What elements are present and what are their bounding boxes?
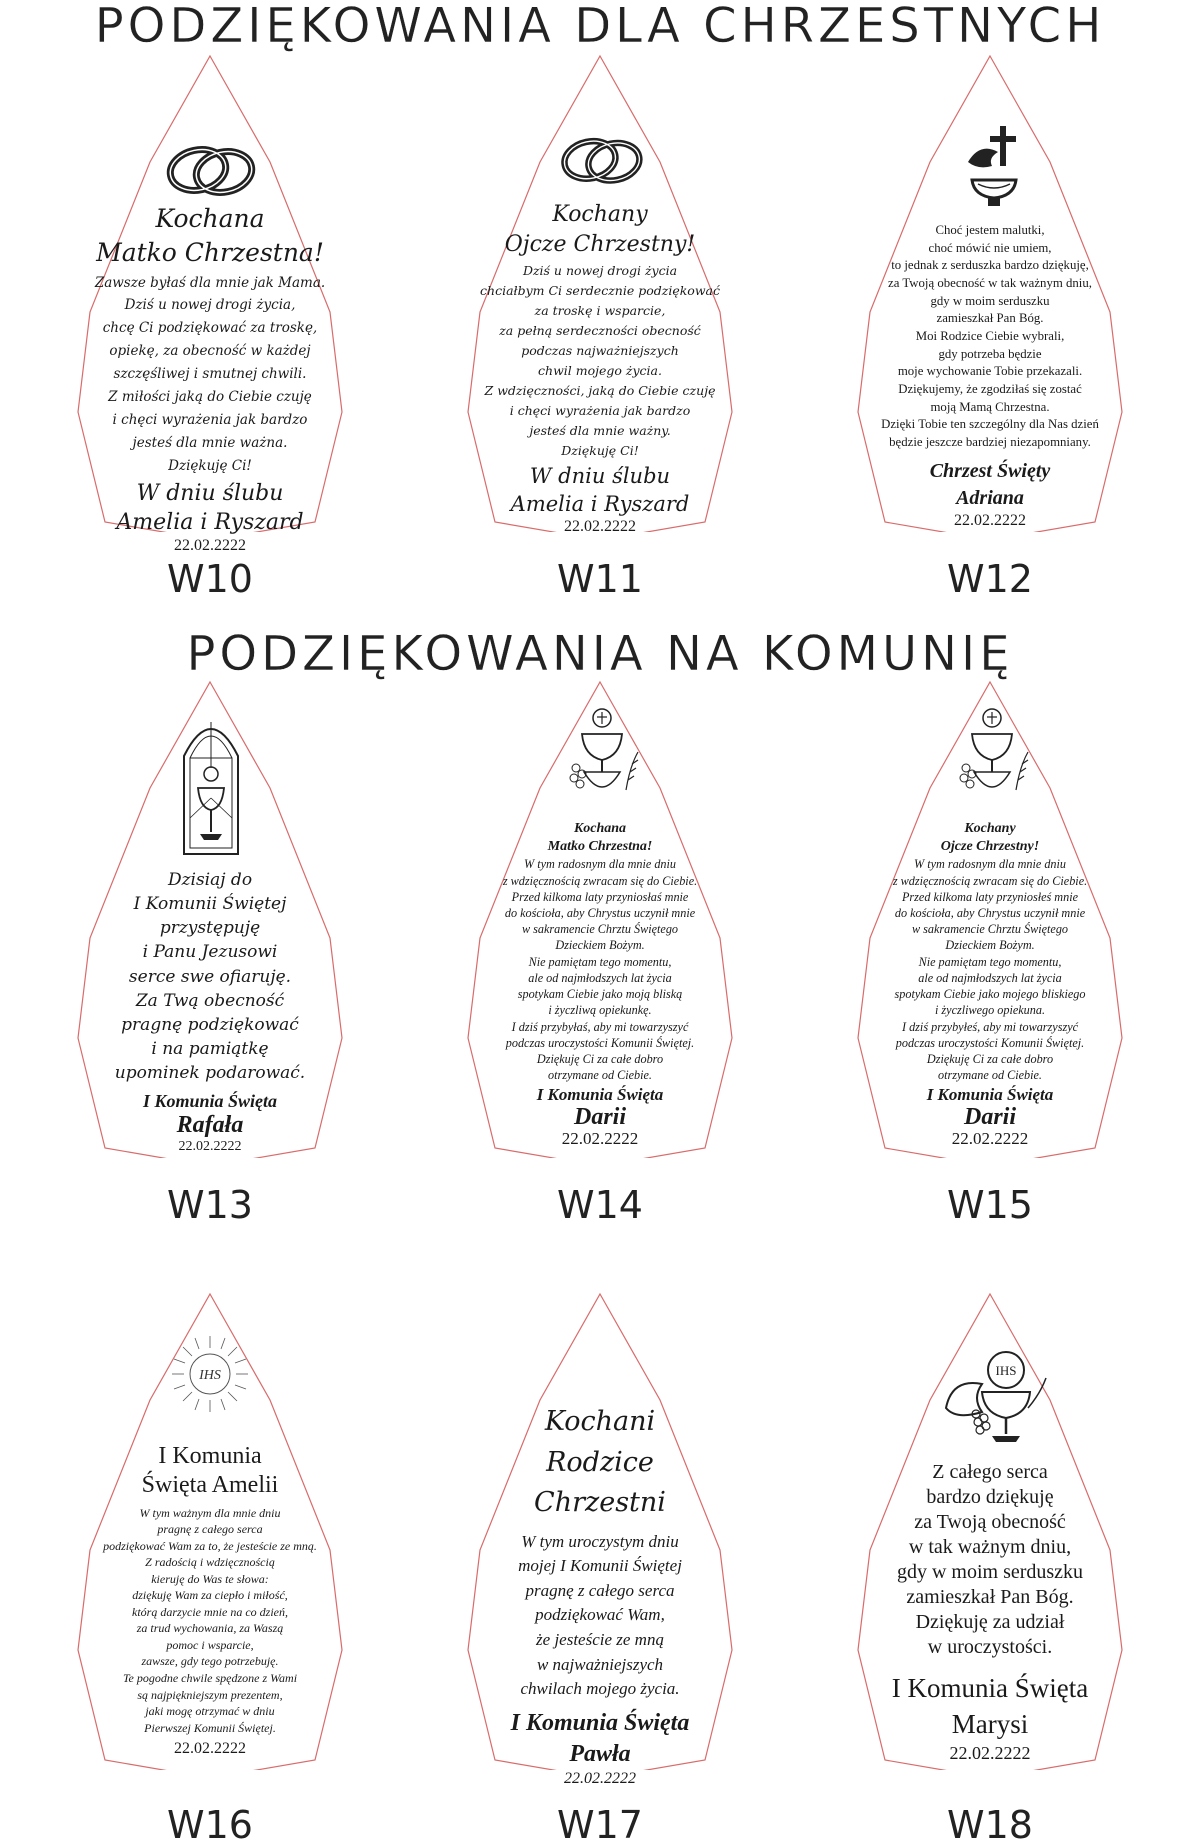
body-line: bardzo dziękuję [926, 1486, 1054, 1508]
body-line: Nie pamiętam tego momentu, [918, 954, 1062, 969]
greeting-line: Rodzice [546, 1446, 654, 1478]
body-line: zawsze, gdy tego potrzebuję. [141, 1654, 279, 1669]
body-line: są najpiękniejszym prezentem, [137, 1687, 283, 1702]
product-code-label: W13 [167, 1183, 253, 1227]
greeting-line: Matko Chrzestna! [547, 839, 653, 855]
greeting-line: Chrzestni [534, 1487, 666, 1518]
dove-cross-font-icon [958, 122, 1030, 212]
body-line: w uroczystości. [927, 1636, 1053, 1658]
body-line: szczęśliwej i smutnej chwili. [113, 366, 307, 383]
body-line: gdy w moim serduszku [896, 1561, 1084, 1583]
body-line: Dziś u nowej drogi życia [522, 263, 678, 279]
section-heading-godparents: PODZIĘKOWANIA DLA CHRZESTNYCH [94, 0, 1106, 54]
body-line: moją Mamą Chrzestna. [930, 399, 1050, 414]
body-line: otrzymane od Ciebie. [548, 1068, 652, 1083]
date: 22.02.2222 [954, 511, 1026, 529]
body-line: i życzliwą opiekunkę. [548, 1003, 652, 1018]
card-w17 [420, 1290, 780, 1788]
body-line: Przed kilkoma laty przyniosłaś mnie [511, 889, 689, 904]
body-line: za Twoją obecność [914, 1511, 1066, 1533]
body-line: Dzięki Tobie ten szczególny dla Nas dzień [881, 417, 1099, 432]
names: Amelia i Ryszard [116, 509, 304, 535]
body-line: za trud wychowania, za Waszą [136, 1621, 284, 1636]
body-line: i chęci wyrażenia jak bardzo [509, 403, 691, 419]
body-line: za pełną serdeczności obecność [499, 323, 701, 339]
body-line: i chęci wyrażenia jak bardzo [112, 412, 308, 429]
occasion: I Komunia Święta [536, 1085, 664, 1105]
body-line: gdy potrzeba będzie [938, 346, 1042, 361]
body-line: Nie pamiętam tego momentu, [528, 954, 672, 969]
body-line: przystępuję [159, 918, 261, 939]
chalice-grapes-wheat-icon [950, 706, 1034, 802]
body-line: I dziś przybyłaś, aby mi towarzyszyć [511, 1019, 689, 1034]
names: Marysi [951, 1709, 1029, 1740]
body-line: Dziękuję za udział [915, 1611, 1065, 1633]
date: 22.02.2222 [951, 1129, 1029, 1149]
body-line: Z miłości jaką do Ciebie czuję [108, 389, 312, 406]
body-line: jesteś dla mnie ważna. [132, 435, 288, 452]
body-line: Dziękuję Ci! [561, 443, 639, 459]
body-line: że jesteście ze mną [536, 1630, 664, 1650]
names: Darii [963, 1104, 1016, 1131]
body-line: Dzisiaj do [167, 870, 253, 890]
greeting-line: Kochany [964, 821, 1016, 836]
card-w18 [810, 1290, 1170, 1770]
body-line: pragnę podziękować [121, 1014, 299, 1035]
occasion: I Komunia Święta [926, 1085, 1054, 1105]
card-w14 [420, 678, 780, 1158]
card-w15 [810, 678, 1170, 1158]
greeting-line: Ojcze Chrzestny! [940, 839, 1040, 855]
body-line: moje wychowanie Tobie przekazali. [897, 364, 1083, 379]
product-code-label: W14 [557, 1183, 643, 1227]
greeting-line: Kochana [573, 821, 627, 836]
body-line: dziękuję Wam za ciepło i miłość, [132, 1588, 288, 1603]
body-line: pragnę z całego serca [157, 1522, 263, 1537]
greeting-line: Ojcze Chrzestny! [504, 231, 696, 257]
date: 22.02.2222 [949, 1742, 1031, 1763]
body-line: W tym radosnym dla mnie dniu [524, 857, 676, 872]
body-line: Pierwszej Komunii Świętej. [144, 1720, 276, 1735]
body-line: Z całego serca [932, 1461, 1048, 1483]
body-line: zamieszkał Pan Bóg. [936, 311, 1044, 326]
occasion: Chrzest Święty [929, 459, 1051, 482]
product-code-label: W18 [947, 1803, 1033, 1847]
body-line: do kościoła, aby Chrystus uczynił mnie [894, 906, 1086, 921]
body-line: chwilach mojego życia. [520, 1679, 680, 1699]
body-line: podczas uroczystości Komunii Świętej. [505, 1035, 695, 1050]
body-line: do kościoła, aby Chrystus uczynił mnie [504, 906, 696, 921]
occasion: W dniu ślubu [529, 464, 671, 489]
body-line: zamieszkał Pan Bóg. [906, 1586, 1074, 1608]
body-line: i Panu Jezusowi [142, 942, 278, 963]
body-line: podziękować Wam, [535, 1605, 665, 1625]
body-line: I Komunii Świętej [133, 894, 287, 915]
body-line: w najważniejszych [536, 1654, 664, 1674]
occasion: I Komunia Święta [891, 1673, 1089, 1703]
date: 22.02.2222 [561, 1129, 639, 1149]
body-line: W tym ważnym dla mnie dniu [139, 1505, 281, 1520]
body-line: Choć jestem malutki, [935, 223, 1045, 237]
body-line: i życzliwego opiekuna. [934, 1003, 1045, 1018]
wedding-rings-icon [160, 140, 260, 198]
date: 22.02.2222 [564, 517, 636, 535]
product-code-label: W12 [947, 557, 1033, 601]
body-line: spotykam Ciebie jako moją bliską [517, 987, 683, 1002]
body-line: Dzieckiem Bożym. [555, 938, 645, 953]
body-line: podziękować Wam za to, że jesteście ze mną. [103, 1538, 317, 1553]
stained-glass-chalice-icon [178, 708, 244, 858]
ihs-monogram: IHS [199, 1368, 221, 1383]
body-line: Dziękujemy, że zgodziłaś się zostać [898, 381, 1082, 396]
body-line: I dziś przybyłeś, aby mi towarzyszyć [901, 1019, 1079, 1034]
body-line: chciałbym Ci serdecznie podziękować [480, 283, 720, 299]
body-line: gdy w moim serduszku [930, 293, 1050, 308]
body-line: kieruję do Was te słowa: [151, 1571, 269, 1586]
product-code-label: W16 [167, 1803, 253, 1847]
body-line: jaki mogę otrzymać w dniu [145, 1704, 275, 1719]
body-line: chwil mojego życia. [538, 363, 662, 379]
body-line: W tym uroczystym dniu [521, 1531, 679, 1551]
date: 22.02.2222 [174, 1740, 246, 1758]
body-line: Za Twą obecność [135, 990, 285, 1011]
date: 22.02.2222 [564, 1770, 636, 1788]
body-line: to jednak z serduszka bardzo dziękuję, [891, 258, 1089, 273]
greeting-line: Kochani [544, 1406, 656, 1437]
body-line: chcę Ci podziękować za troskę, [102, 320, 318, 337]
body-line: Przed kilkoma laty przyniosłeś mnie [901, 889, 1078, 904]
body-line: za troskę i wsparcie, [534, 303, 666, 319]
names: Rafała [176, 1112, 244, 1139]
names: Adriana [956, 486, 1024, 509]
body-line: ale od najmłodszych lat życia [918, 970, 1062, 985]
body-line: Dziękuję Ci! [168, 458, 252, 474]
body-line: W tym radosnym dla mnie dniu [914, 857, 1066, 872]
names: Amelia i Ryszard [510, 491, 690, 516]
product-code-label: W15 [947, 1183, 1033, 1227]
names: Pawła [569, 1741, 631, 1768]
occasion: I Komunia Święta [510, 1709, 690, 1736]
chalice-grapes-wheat-icon [560, 706, 644, 802]
wedding-rings-icon [555, 132, 647, 186]
body-line: Dziś u nowej drogi życia, [124, 297, 296, 314]
body-line: Dziękuję Ci za całe dobro [536, 1052, 664, 1066]
greeting-line: Matko Chrzestna! [96, 237, 324, 267]
greeting-line: I Komunia [158, 1443, 262, 1469]
body-line: opiekę, za obecność w każdej [109, 343, 311, 360]
body-line: Dzieckiem Bożym. [945, 938, 1035, 953]
body-line: będzie jeszcze bardziej niezapomniany. [889, 434, 1091, 449]
body-line: w tak ważnym dniu, [908, 1536, 1072, 1558]
section-heading-communion: PODZIĘKOWANIA NA KOMUNIĘ [186, 626, 1014, 682]
body-line: za Twoją obecność w tak ważnym dniu, [888, 275, 1092, 290]
body-line: Te pogodne chwile spędzone z Wami [122, 1671, 298, 1685]
occasion: I Komunia Święta [142, 1091, 278, 1112]
body-line: podczas uroczystości Komunii Świętej. [895, 1035, 1085, 1050]
names: Darii [573, 1104, 626, 1131]
greeting-line: Kochany [552, 202, 648, 227]
greeting-line: Kochana [155, 204, 265, 233]
body-line: choć mówić nie umiem, [928, 240, 1052, 255]
product-code-label: W11 [557, 557, 643, 601]
body-line: w sakramencie Chrztu Świętego [521, 922, 679, 937]
body-line: jesteś dla mnie ważny. [529, 423, 671, 439]
product-code-label: W10 [167, 557, 253, 601]
body-line: w sakramencie Chrztu Świętego [911, 922, 1069, 937]
body-line: spotykam Ciebie jako mojego bliskiego [894, 987, 1086, 1002]
body-line: i na pamiątkę [151, 1038, 269, 1059]
body-line: Moi Rodzice Ciebie wybrali, [915, 328, 1065, 343]
body-line: pomoc i wsparcie, [166, 1637, 254, 1652]
card-w11 [420, 52, 780, 535]
date: 22.02.2222 [178, 1139, 242, 1155]
product-code-label: W17 [557, 1803, 643, 1847]
body-line: pragnę z całego serca [525, 1580, 675, 1600]
body-line: otrzymane od Ciebie. [938, 1068, 1042, 1083]
occasion: W dniu ślubu [136, 480, 284, 506]
card-w16 [30, 1290, 390, 1770]
body-line: mojej I Komunii Świętej [518, 1556, 682, 1576]
date: 22.02.2222 [174, 537, 246, 555]
body-line: serce swe ofiaruję. [128, 966, 292, 987]
body-line: Z wdzięczności, jaką do Ciebie czuję [484, 383, 716, 399]
card-w12 [810, 52, 1170, 532]
greeting-line: Święta Amelii [141, 1472, 279, 1499]
body-line: z wdzięcznością zwracam się do Ciebie. [502, 873, 698, 888]
ihs-monogram: IHS [995, 1363, 1017, 1378]
body-line: z wdzięcznością zwracam się do Ciebie. [892, 873, 1088, 888]
ihs-sunburst-icon [170, 1334, 250, 1414]
body-line: Z radością i wdzięcznością [145, 1555, 275, 1570]
body-line: upominek podarować. [114, 1063, 306, 1083]
body-line: Dziękuję Ci za całe dobro [926, 1052, 1054, 1066]
body-line: którą darzycie mnie na co dzień, [132, 1604, 288, 1619]
body-line: ale od najmłodszych lat życia [528, 970, 672, 985]
body-line: Zawsze byłaś dla mnie jak Mama. [94, 274, 326, 291]
card-w13 [30, 678, 390, 1158]
ihs-host-chalice-grapes-icon [942, 1348, 1052, 1448]
card-w10 [30, 52, 390, 555]
body-line: podczas najważniejszych [521, 343, 679, 359]
